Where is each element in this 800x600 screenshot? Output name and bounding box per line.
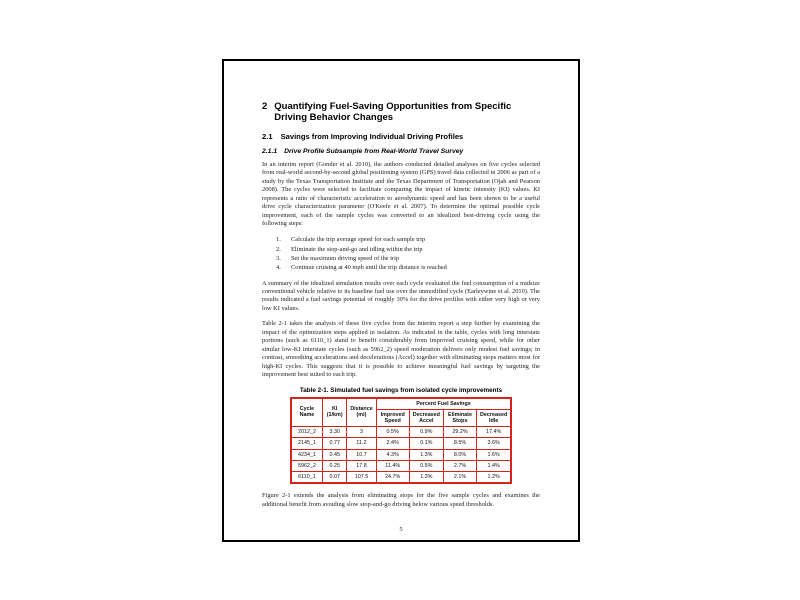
table-cell: 0.07 [323, 471, 347, 483]
list-item [276, 235, 540, 244]
subsection-title: Savings from Improving Individual Driving Profiles [280, 131, 464, 141]
table-cell: 8.5% [443, 438, 476, 449]
table-cell: 2.7% [443, 460, 476, 471]
column-header: KI (1/km) [323, 398, 347, 427]
body-paragraph-4: Figure 2-1 extends the analysis from eliminating stops for the five sample cycles and examines the additional benefit from avoiding slow stop-and-go driving below various speed thresholds. [262, 492, 540, 508]
table-cell: 11.4% [376, 460, 409, 471]
fuel-savings-table [290, 397, 513, 485]
column-header: Distance (mi) [347, 398, 376, 427]
list-item-number: 1. [276, 236, 281, 244]
column-subheader: Decreased Accel [409, 409, 443, 426]
section-number: 2 [262, 101, 268, 112]
section-heading [262, 101, 540, 124]
table-row [291, 427, 512, 438]
table-cell: 0.25 [323, 460, 347, 471]
column-header: Cycle Name [291, 398, 323, 427]
list-item-text: Calculate the trip average speed for each sample trip [291, 236, 426, 244]
table-cell: 3.30 [323, 427, 347, 438]
list-item-text: Continue cruising at 40 mph until the trip distance is reached [291, 264, 447, 272]
page-number: 5 [399, 526, 403, 533]
table-cell: 17.4% [476, 427, 511, 438]
table-cell: 107.5 [347, 471, 376, 483]
table-cell: 4234_1 [291, 449, 323, 460]
table-cell: 29.2% [443, 427, 476, 438]
table-cell: 1.2% [476, 471, 511, 483]
table-row [291, 449, 512, 460]
table-cell: 4.3% [376, 449, 409, 460]
table-caption: Table 2-1. Simulated fuel savings from isolated cycle improvements [299, 386, 503, 394]
table-row [291, 438, 512, 449]
subsection-number: 2.1 [262, 131, 273, 141]
table-cell: 24.7% [376, 471, 409, 483]
table-cell: 11.2 [347, 438, 376, 449]
table-cell: 1.3% [409, 449, 443, 460]
subsubsection-number: 2.1.1 [262, 147, 278, 155]
table-cell: 0.5% [376, 427, 409, 438]
table-row [291, 460, 512, 471]
column-subheader: Improved Speed [376, 409, 409, 426]
list-item [276, 254, 540, 263]
steps-list [276, 235, 540, 272]
body-paragraph-2: A summary of the idealized simulation results over each cycle evaluated the fuel consumption of a midsize conventional vehicle relative to its baseline fuel use over the unmodified cycle (Earleywine et al. 2010). The results indicated a fuel savings potential of roughly 30% for the drive profiles with either very high or very low KI values. [262, 279, 540, 312]
table-cell: 0.77 [323, 438, 347, 449]
table-cell: 3 [347, 427, 376, 438]
column-subheader: Decreased Idle [476, 409, 511, 426]
body-paragraph-3: Table 2-1 takes the analysis of these five cycles from the interim report a step further by examining the impact of the optimization steps applied in isolation. As indicated in the table, cycles with long interstate portions (such as 6110_1) stand to benefit considerably from improved cruising speed, while for other similar low-KI interstate cycles (such as 5962_2) speed moderation delivers only modest fuel savings; in contrast, smoothing accelerations and decelerations (Accel) together with eliminating stops matters most for high-KI cycles. This suggests that it is possible to achieve meaningful fuel savings by targeting the improvement best suited to each trip. [262, 320, 540, 379]
section-title: Quantifying Fuel-Saving Opportunities from Specific Driving Behavior Changes [274, 101, 512, 124]
table-header-row [291, 398, 512, 410]
table-cell: 0.45 [323, 449, 347, 460]
list-item-text: Eliminate the stop-and-go and idling within the trip [291, 245, 423, 253]
column-subheader: Eliminate Stops [443, 409, 476, 426]
table-cell: 5962_2 [291, 460, 323, 471]
table-cell: 1.4% [476, 460, 511, 471]
list-item-number: 4. [276, 264, 281, 272]
table-cell: 3.6% [476, 438, 511, 449]
table-cell: 2.4% [376, 438, 409, 449]
table-cell: 0.1% [409, 438, 443, 449]
table-cell: 17.8 [347, 460, 376, 471]
table-cell: 0.9% [409, 427, 443, 438]
table-cell: 2145_1 [291, 438, 323, 449]
list-item-number: 2. [276, 245, 281, 253]
list-item [276, 263, 540, 272]
table-row [291, 471, 512, 483]
table-cell: 1.3% [409, 471, 443, 483]
table-cell: 8.0% [443, 449, 476, 460]
list-item-number: 3. [276, 254, 281, 262]
list-item-text: Set the maximum driving speed of the trip [291, 254, 400, 262]
subsubsection-heading [262, 148, 540, 155]
column-group-header: Percent Fuel Savings [376, 398, 511, 410]
table-cell: 2012_2 [291, 427, 323, 438]
subsubsection-title: Drive Profile Subsample from Real-World Travel Survey [284, 147, 464, 155]
table-cell: 10.7 [347, 449, 376, 460]
body-paragraph-1: In an interim report (Gonder et al. 2010), the authors conducted detailed analyses on five cycles selected from real-world second-by-second global positioning system (GPS) travel data collected in 2006 as part of a study by the Texas Transportation Institute and the Texas Department of Transportation (Ojah and Pearson 2008). The cycles were selected to facilitate comparing the impact of kinetic intensity (KI) values. KI represents a ratio of characteristic acceleration to aerodynamic speed and has been shown to be a useful drive cycle characterization parameter (O'Keefe et al. 2007). To determine the optimal possible cycle improvement, each of the sample cycles was converted to an idealized best-driving cycle using the following steps: [262, 160, 540, 227]
document-page [222, 59, 580, 542]
subsection-heading [262, 132, 540, 141]
table-cell: 2.1% [443, 471, 476, 483]
list-item [276, 245, 540, 254]
table-cell: 6110_1 [291, 471, 323, 483]
table-cell: 0.5% [409, 460, 443, 471]
table-cell: 1.6% [476, 449, 511, 460]
